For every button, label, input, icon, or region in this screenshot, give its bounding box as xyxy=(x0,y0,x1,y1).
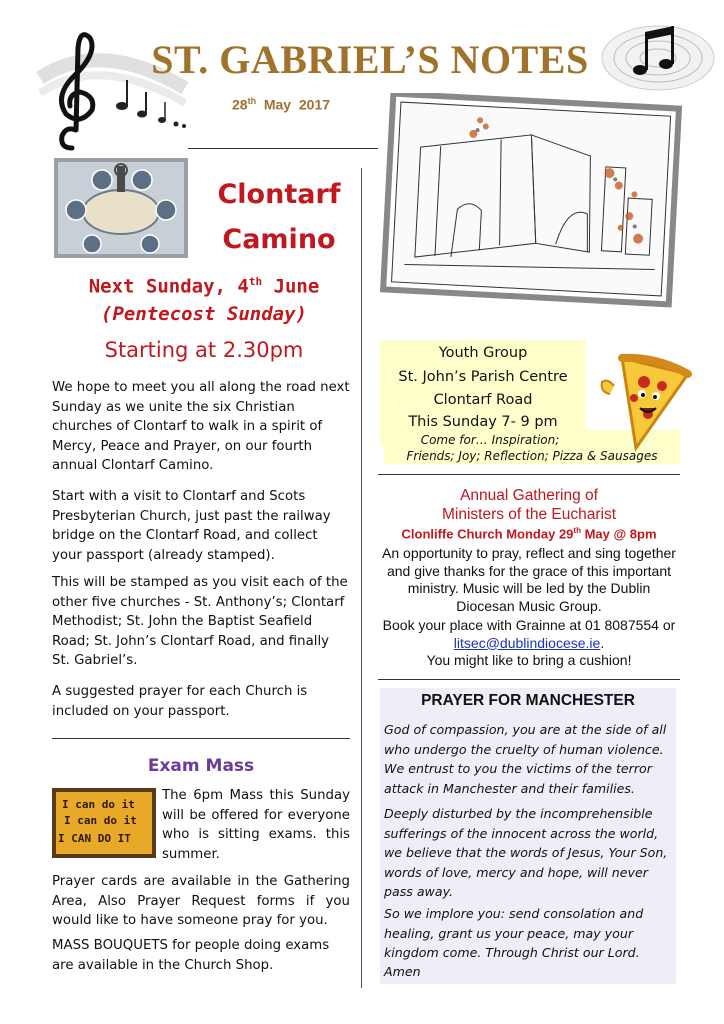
photo-text-line: I CAN DO IT xyxy=(58,832,131,845)
gathering-booking: Book your place with Grainne at 01 8087554 or litsec@dublindiocese.ie. You might like to bring a cushion! xyxy=(382,617,676,668)
youth-group-time: This Sunday 7- 9 pm xyxy=(408,414,558,430)
exam-mass-title: Exam Mass xyxy=(147,756,255,776)
camino-paragraph: Start with a visit to Clontarf and Scots Presbyterian Church, just past the railway bridge on the Clontarf Road, and collect your passport (already stamped). xyxy=(52,489,331,563)
camino-paragraph: This will be stamped as you visit each of the other five churches - St. Anthony’s; Clontarf Methodist; St. John the Baptist Seafield Road; St. John’s Clontarf Road, and finally St. Gabriel’s. xyxy=(52,575,348,668)
section-divider xyxy=(378,679,680,680)
prayer-title: PRAYER FOR MANCHESTER xyxy=(421,692,635,709)
camino-map-photo xyxy=(54,158,188,258)
youth-group-road: Clontarf Road xyxy=(433,392,533,408)
youth-group-come: Come for… Inspiration; xyxy=(420,433,560,447)
exam-mass-paragraph: MASS BOUQUETS for people doing exams are available in the Church Shop. xyxy=(52,938,330,973)
email-link[interactable]: litsec@dublindiocese.ie xyxy=(453,634,601,651)
camino-start-time: Starting at 2.30pm xyxy=(104,338,304,362)
camino-date-heading: Next Sunday, 4th June (Pentecost Sunday) xyxy=(88,275,320,326)
prayer-paragraph: Deeply disturbed by the incomprehensible sufferings of the innocent across the world, we believe that the words of Jesus, Your Son, words of love, mercy and hope, will never pass away. xyxy=(384,806,668,899)
section-divider xyxy=(378,474,680,475)
newsletter-title: ST. GABRIEL’S NOTES xyxy=(151,37,589,82)
header-divider xyxy=(188,148,378,149)
prayer-paragraph: So we implore you: send consolation and healing, grant us your peace, may your kingdom come. Through Christ our Lord. xyxy=(384,906,644,960)
youth-group-title: Youth Group xyxy=(438,345,528,361)
exam-mass-paragraph: Prayer cards are available in the Gathering Area, Also Prayer Request forms if you would like to have someone pray for you. xyxy=(52,874,350,928)
gathering-when: Clonliffe Church Monday 29th May @ 8pm xyxy=(401,526,657,542)
pizza-slice-icon xyxy=(592,352,692,452)
issue-date: 28th May 2017 xyxy=(232,96,331,113)
camino-paragraph: A suggested prayer for each Church is included on your passport. xyxy=(52,684,308,719)
camino-paragraph: We hope to meet you all along the road next Sunday as we unite the six Christian churches of Clontarf to walk in a spirit of Mercy, Peace and Prayer, on our fourth annual Clontarf Camino. xyxy=(52,380,350,473)
column-divider xyxy=(361,168,362,988)
camino-title: Clontarf Camino xyxy=(217,179,341,255)
photo-text-line: I can do it xyxy=(64,814,137,827)
exam-mass-paragraph: The 6pm Mass this Sunday will be offered for everyone who is sitting exams. this summer. xyxy=(162,788,350,862)
youth-group-activities: Friends; Joy; Reflection; Pizza & Sausages xyxy=(406,449,658,463)
gathering-title: Annual Gathering of Ministers of the Eucharist xyxy=(441,487,616,523)
church-sketch-image xyxy=(378,93,684,308)
youth-group-venue: St. John’s Parish Centre xyxy=(398,369,568,385)
photo-text-line: I can do it xyxy=(62,798,135,811)
section-divider xyxy=(52,738,350,739)
music-note-disc-icon xyxy=(600,18,718,96)
gathering-paragraph: An opportunity to pray, reflect and sing together and give thanks for the grace of this important ministry. Music will be led by the Dublin Diocesan Music Group. xyxy=(382,545,676,614)
prayer-paragraph: God of compassion, you are at the side of all who undergo the cruelty of human violence. We entrust to you the victims of the terror attack in Manchester and their families. xyxy=(384,722,667,796)
i-can-do-it-photo xyxy=(52,788,156,858)
prayer-amen: Amen xyxy=(384,964,421,979)
